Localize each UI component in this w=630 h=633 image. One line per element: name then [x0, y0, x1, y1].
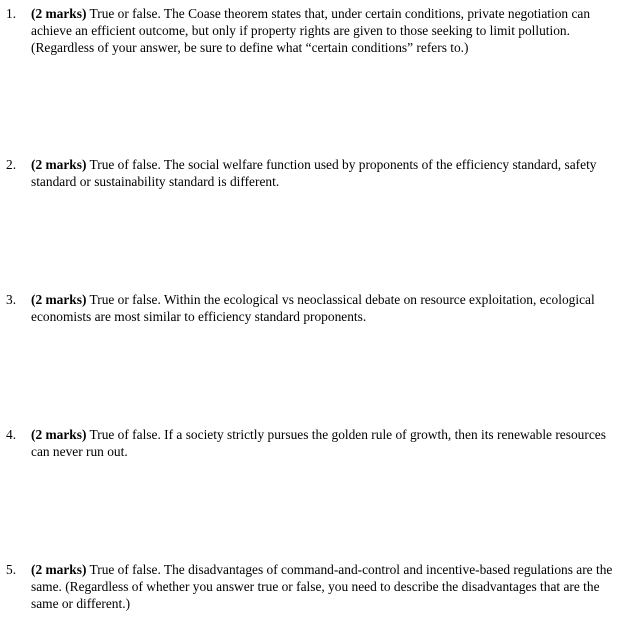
question-marks: (2 marks) — [31, 562, 87, 577]
question-text — [31, 5, 627, 56]
question-text — [31, 561, 627, 612]
question-body: True or false. Within the ecological vs neoclassical debate on resource exploitation, ecological economists are most similar to efficiency standard proponents. — [31, 292, 595, 324]
question-marks: (2 marks) — [31, 6, 87, 21]
question-body: True of false. The social welfare function used by proponents of the efficiency standard, safety standard or sustainability standard is different. — [31, 157, 597, 189]
question-body: True of false. The disadvantages of command-and-control and incentive-based regulations are the same. (Regardless of whether you answer true or false, you need to describe the disadvantages that are the same or different.) — [31, 562, 613, 611]
question-number: 5. — [6, 562, 17, 577]
question-marks: (2 marks) — [31, 292, 87, 307]
question-text — [31, 291, 627, 325]
question-number: 2. — [6, 157, 17, 172]
question-marks: (2 marks) — [31, 427, 87, 442]
question-text — [31, 426, 627, 460]
question-number: 3. — [6, 292, 17, 307]
question-body: True of false. If a society strictly pursues the golden rule of growth, then its renewable resources can never run out. — [31, 427, 606, 459]
question-marks: (2 marks) — [31, 157, 87, 172]
question-text — [31, 156, 627, 190]
question-number: 4. — [6, 427, 17, 442]
question-body: True or false. The Coase theorem states that, under certain conditions, private negotiation can achieve an efficient outcome, but only if property rights are given to those seeking to limit pollution. (Regardless of your answer, be sure to define what “certain conditions” refers to.) — [31, 6, 591, 55]
question-number: 1. — [6, 6, 17, 21]
